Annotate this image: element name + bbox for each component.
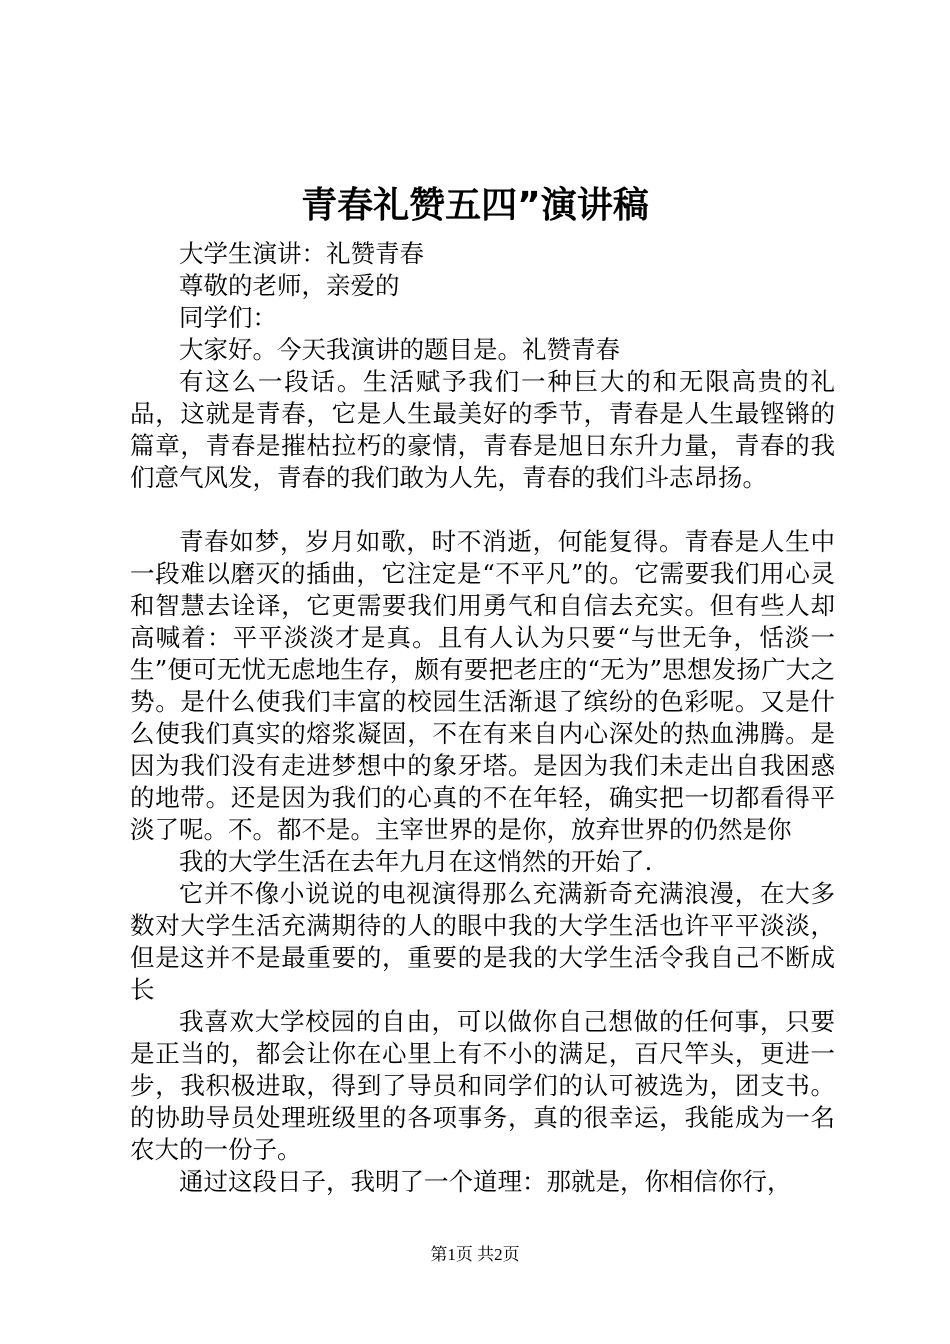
- paragraph-college-life: 它并不像小说说的电视演得那么充满新奇充满浪漫，在大多数对大学生活充满期待的人的眼中我的大学生活也许平平淡淡，但是这并不是最重要的，重要的是我的大学生活令我自己不断成长: [130, 879, 835, 1004]
- document-title: 青春礼赞五四”演讲稿: [301, 185, 649, 226]
- paragraph-college-start: 我的大学生活在去年九月在这悄然的开始了.: [179, 847, 653, 876]
- paragraph-youth-gift: 有这么一段话。生活赋予我们一种巨大的和无限高贵的礼品，这就是青春，它是人生最美好的季节，青春是人生最铿锵的篇章，青春是摧枯拉朽的豪情，青春是旭日东升力量，青春的我们意气风发，青春的我们敢为人先，青春的我们斗志昂扬。: [130, 367, 835, 492]
- page-number-footer: 第1页 共2页: [430, 1245, 520, 1264]
- paragraph-salutation-students: 同学们：: [179, 303, 277, 332]
- document-body: [130, 238, 835, 1198]
- paragraph-lesson: 通过这段日子，我明了一个道理：那就是，你相信你行，: [179, 1167, 792, 1196]
- paragraph-spacer: [130, 494, 835, 526]
- paragraph-greeting: 大家好。今天我演讲的题目是。礼赞青春: [179, 335, 620, 364]
- paragraph-salutation-teachers: 尊敬的老师，亲爱的: [179, 271, 400, 300]
- paragraph-campus-freedom: 我喜欢大学校园的自由，可以做你自己想做的任何事，只要是正当的，都会让你在心里上有不小的满足，百尺竿头，更进一步，我积极进取，得到了导员和同学们的认可被选为，团支书。的协助导员处理班级里的各项事务，真的很幸运，我能成为一名农大的一份子。: [130, 1007, 835, 1164]
- paragraph-speech-heading: 大学生演讲：礼赞青春: [179, 239, 424, 268]
- paragraph-youth-dream: 青春如梦，岁月如歌，时不消逝，何能复得。青春是人生中一段难以磨灭的插曲，它注定是“不平凡”的。它需要我们用心灵和智慧去诠译，它更需要我们用勇气和自信去充实。但有些人却高喊着：平平淡淡才是真。且有人认为只要“与世无争，恬淡一生”便可无忧无虑地生存，颇有要把老庄的“无为”思想发扬广大之势。是什么使我们丰富的校园生活渐退了缤纷的色彩呢。又是什么使我们真实的熔浆凝固，不在有来自内心深处的热血沸腾。是因为我们没有走进梦想中的象牙塔。是因为我们未走出自我困惑的地带。还是因为我们的心真的不在年轻，确实把一切都看得平淡了呢。不。都不是。主宰世界的是你，放弃世界的仍然是你: [130, 527, 835, 844]
